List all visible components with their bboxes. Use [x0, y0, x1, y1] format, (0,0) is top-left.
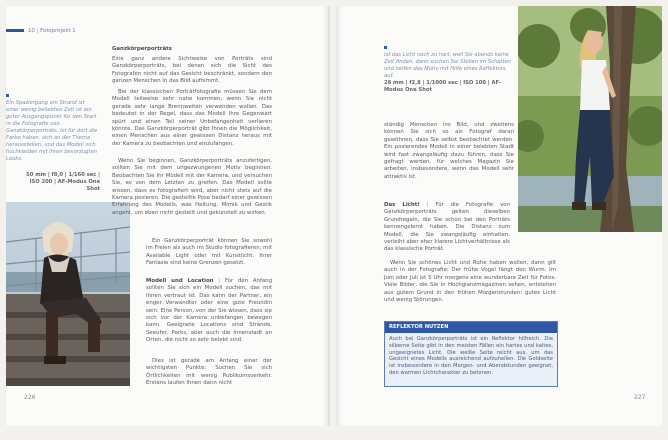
running-head-number: 10 [28, 28, 35, 34]
caption-bullet [384, 46, 387, 49]
photo-woman-on-steps [6, 202, 130, 386]
reflector-tip-body: Auch bei Ganzkörperporträts ist ein Reflektor hilfreich. Die silberne Seite gibt in den meisten Fällen ein hartes und kaltes, ungeeignetes Licht. Die weiße Seite reicht aus, um das Gesicht eines Modells ausreichend aufzuhellen. Die Goldseite ist insbesondere in den Morgen- und Abendstunden geeignet, den warmen Lichtcharakter zu betonen. [389, 336, 553, 376]
right-page [336, 6, 662, 426]
running-head: 10 | Fotoprojekt 1 [6, 28, 76, 34]
left-paragraph-5-text: Für den Anfang sollten Sie sich ein Modell suchen, das mit Ihnen vertraut ist. Das kann der Partner, ein enger Verwandter oder eine gute Freundin sein. Eine Person, von der Sie wissen, dass sie sich vor der Kamera unbefangen bewegen kann. Geeignete Locations sind Strände, Seeufer, Parks, aber auch die Innenstadt an Orten, die nicht so sehr belebt sind. [146, 278, 272, 344]
left-paragraph-4: Ein Ganzkörperporträt können Sie sowohl im Freien als auch im Studio fotografieren, mit Available Light oder mit Kunstlicht. Ihrer Fantasie sind keine Grenzen gesetzt. [146, 238, 272, 267]
right-page-number: 227 [634, 394, 646, 401]
right-paragraph-2-text: Für die Fotografie von Ganzkörperporträts gelten dieselben Grundregeln, die Sie schon bei den Porträts kennengelernt haben. Die Distanz zum Modell, die Sie zwangsläufig einhalten, verleiht aber eher klarere Lichtverhältnisse als das klassische Porträt. [384, 202, 510, 253]
left-paragraph-2: Bei der klassischen Porträtfotografie müssen Sie dem Modell teilweise sehr nahe kommen, wenn Sie nicht gerade sehr lange Brennweiten verwenden wollen. Das bedeutet in der Regel, dass das Modell Ihre Gegenwart spürt und einen Teil seiner Unbefangenheit verlieren könnte. Das Ganzkörperporträt gibt Ihnen die Möglichkeit, einen Menschen aus einer gewissen Distanz heraus mit der Kamera zu beobachten und einzufangen. [112, 89, 272, 147]
left-page [6, 6, 330, 426]
heading-ganzkoerperportraets: Ganzkörperporträts [112, 46, 172, 52]
reflector-tip-box [384, 321, 558, 387]
reflector-tip-title: REFLEKTOR NUTZEN [385, 322, 557, 333]
caption-bullet [6, 94, 9, 97]
right-paragraph-1: ständig Menschen ins Bild, und zweitens können Sie sich so als Fotograf daran gewöhnen, dass Sie selbst beobachtet werden. Ein posierendes Modell in einer belebten Stadt wird fast zwangsläufig dazu führen, dass Sie gefragt werden, für welches Magazin Sie arbeiten, insbesondere, wenn das Modell sehr attraktiv ist. [384, 122, 514, 180]
heading-das-licht: Das Licht! [384, 202, 420, 208]
right-paragraph-2: Das Licht! | Für die Fotografie von Ganzkörperporträts gelten dieselben Grundregeln, die Sie schon bei den Porträts kennengelernt haben. Die Distanz zum Modell, die Sie zwangsläufig einhalten, verleiht aber eher klarere Lichtverhältnisse als das klassische Porträt. [384, 202, 510, 253]
right-caption: Ist das Licht noch zu hart, weil Sie abends keine Zeit finden, dann suchen Sie Stellen im Schatten und helfen das Motiv mit Hilfe eines Reflektors auf. [384, 52, 511, 79]
heading-modell-location: Modell und Location [146, 278, 214, 284]
running-head-title: Fotoprojekt 1 [40, 28, 76, 34]
right-camera-settings: 28 mm | f2,8 | 1/1000 sec | ISO 100 | AF-Modus One Shot [384, 80, 501, 93]
left-paragraph-6: Dies ist gerade am Anfang einer der wichtigsten Punkte: Suchen Sie sich Örtlichkeiten mit wenig Publikumsverkehr. Erstens laufen Ihnen dann nicht [146, 358, 272, 387]
left-camera-settings: 50 mm | f8,0 | 1/160 sec | ISO 200 | AF-Modus One Shot [26, 172, 100, 192]
left-paragraph-3: Wenn Sie beginnen, Ganzkörperporträts anzufertigen, sollten Sie mit dem ungezwungenen Motiv beginnen. Beobachten Sie Ihr Modell mit der Kamera, und versuchen Sie, es von dem Letzten zu greifen. Das Modell sollte wissen, dass es fotografiert wird, aber nicht stets auf die Kamera posieren. Die gestellte Pose bedarf einer gewissen Erfahrung des Modells, was Haltung, Mimik und Gestik angeht, um eben nicht gestellt und gekünstelt zu wirken. [112, 158, 272, 216]
running-head-bar [6, 29, 24, 32]
left-page-number: 226 [24, 394, 36, 401]
right-paragraph-3: Wenn Sie schönes Licht und Ruhe haben wollen, dann gilt auch in der Fotografie: Der frühe Vogel fängt den Wurm. Im Juni oder Juli ist 5 Uhr morgens eine wunderbare Zeit für Fotos. Viele Bilder, die Sie in Hochglanzmagazinen sehen, entstehen aus gutem Grund in den frühen Morgenstunden: gutes Licht und wenig Störungen. [384, 260, 556, 304]
left-paragraph-1: Eine ganz andere Sichtweise von Porträts sind Ganzkörperporträts, bei denen sich die Sicht des Fotografen nicht auf das Gesicht beschränkt, sondern den ganzen Menschen in das Bild aufnimmt. [112, 56, 272, 85]
left-caption: Ein Spaziergang am Strand ist einer wenig beliebten Zeit ist ein guter Ausgangspunkt für den Start in die Fotografie von Ganzkörperporträts. Ist für dort die Farbe haben, sich an der Thema herausstellen, und das Modell sich hochkleiden mit ihren bevorzugten Looks. [6, 100, 98, 162]
left-paragraph-5: Modell und Location | Für den Anfang sollten Sie sich ein Modell suchen, das mit Ihnen vertraut ist. Das kann der Partner, ein enger Verwandter oder eine gute Freundin sein. Eine Person, von der Sie wissen, dass sie sich vor der Kamera unbefangen bewegen kann. Geeignete Locations sind Strände, Seeufer, Parks, aber auch die Innenstadt an Orten, die nicht so sehr belebt sind. [146, 278, 272, 344]
photo-woman-at-tree [518, 6, 662, 232]
